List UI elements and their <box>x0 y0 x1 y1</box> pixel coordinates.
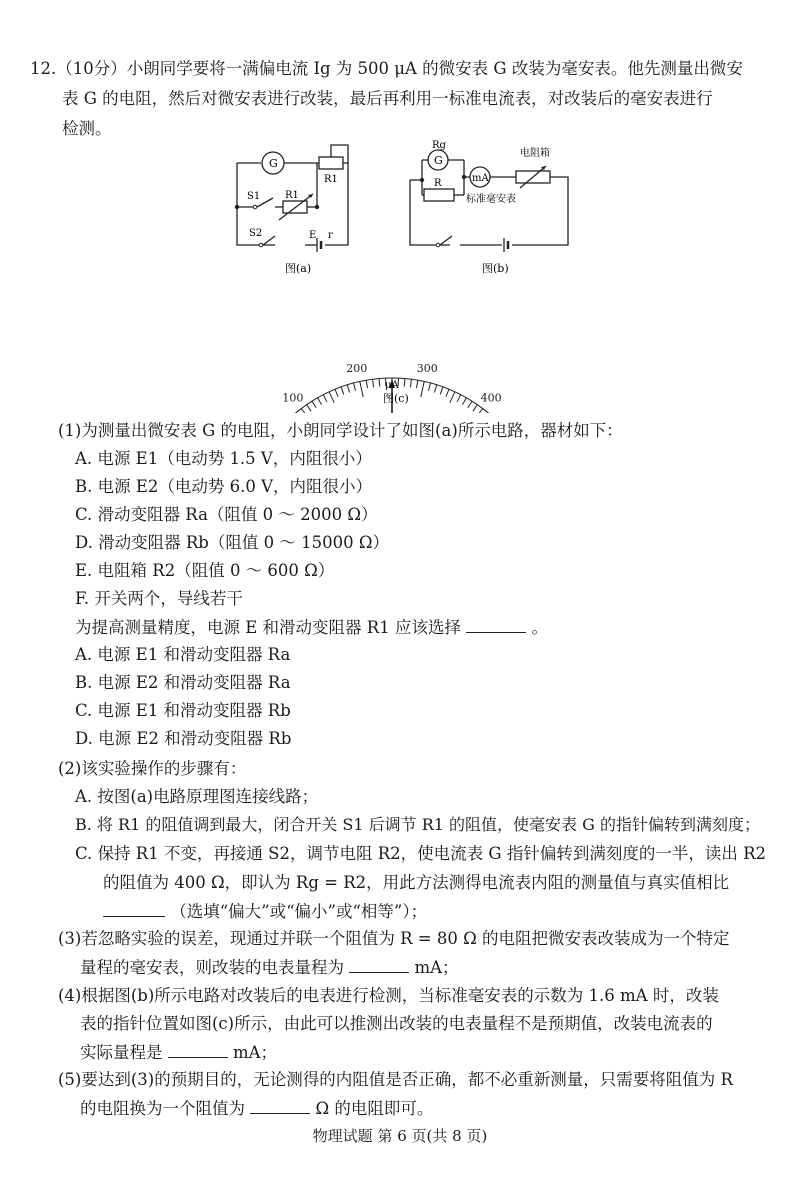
part1-option-c: C. 电源 E1 和滑动变阻器 Rb <box>75 701 291 720</box>
meter-tick-label: 200 <box>346 361 368 375</box>
meter-tick <box>341 387 344 395</box>
figure-a-label-r1-top: R1 <box>324 174 338 185</box>
figure-b-label-r: R <box>434 178 442 189</box>
figure-c-caption: 图(c) <box>383 392 409 405</box>
figure-b-label-rg: Rg <box>432 140 446 151</box>
figure-b <box>400 140 580 284</box>
part1-item-c: C. 滑动变阻器 Ra（阻值 0 ～ 2000 Ω） <box>75 505 378 524</box>
part2-answer-blank[interactable] <box>103 900 165 917</box>
circuit-b-diagram <box>400 140 580 280</box>
meter-tick <box>323 395 327 402</box>
figure-b-label-g: G <box>434 154 443 167</box>
meter-tick <box>440 387 443 395</box>
part3-question-text: 量程的毫安表，则改装的电表量程为 <box>80 958 344 977</box>
figure-a-label-r: r <box>328 230 333 241</box>
part2-step-c-line2: 的阻值为 400 Ω，即认为 Rg = R2，用此方法测得电流表内阻的测量值与真实值相比 <box>103 873 730 892</box>
part5-answer-blank[interactable] <box>250 1097 310 1114</box>
figure-a-label-s1: S1 <box>247 191 261 202</box>
meter-tick-label: 300 <box>416 361 438 375</box>
part5-question-text: 的电阻换为一个阻值为 <box>80 1099 245 1118</box>
part2-step-a: A. 按图(a)电路原理图连接线路； <box>75 787 319 806</box>
meter-unit: μA <box>385 380 399 391</box>
meter-tick <box>307 405 312 412</box>
part4-line1: (4)根据图(b)所示电路对改装后的电表进行检测，当标准毫安表的示数为 1.6 mA 时，改装 <box>58 986 719 1005</box>
meter-tick <box>410 379 411 387</box>
part2-intro: (2)该实验操作的步骤有： <box>58 759 247 778</box>
part2-step-c-line1: C. 保持 R1 不变，再接通 S2，调节电阻 R2，使电流表 G 指针偏转到满刻度的一半，读出 R2 <box>75 844 766 863</box>
part5-line2 <box>80 1097 433 1120</box>
meter-tick <box>360 381 363 397</box>
meter-tick <box>457 395 461 402</box>
meter-tick <box>366 380 367 388</box>
figure-a-caption: 图(a) <box>285 262 312 275</box>
meter-tick <box>450 392 455 403</box>
part1-answer-blank[interactable] <box>466 616 526 633</box>
meter-tick <box>329 392 334 403</box>
meter-tick <box>347 385 349 393</box>
meter-tick <box>416 380 417 388</box>
part3-line1: (3)若忽略实验的误差，现通过并联一个阻值为 R = 80 Ω 的电阻把微安表改装成为一个特定 <box>58 929 730 948</box>
figure-b-label-ma: mA <box>472 173 489 184</box>
figure-a-label-e: E <box>309 230 317 241</box>
question-stem-line-1: 12.（10分）小朗同学要将一满偏电流 Ig 为 500 μA 的微安表 G 改装为毫安表。他先测量出微安 <box>30 59 743 78</box>
part4-line3 <box>80 1041 277 1064</box>
figure-b-label-box: 电阻箱 <box>520 148 550 159</box>
meter-tick <box>468 401 472 408</box>
part3-answer-blank[interactable] <box>349 956 409 973</box>
part4-question-text: 实际量程是 <box>80 1043 163 1062</box>
meter-dial <box>250 298 540 413</box>
part3-line2 <box>80 956 459 979</box>
part1-item-d: D. 滑动变阻器 Rb（阻值 0 ～ 15000 Ω） <box>75 533 390 552</box>
meter-tick <box>421 381 424 397</box>
meter-tick <box>379 379 380 387</box>
part1-item-f: F. 开关两个，导线若干 <box>75 589 243 608</box>
meter-tick <box>428 383 430 391</box>
part1-question-end: 。 <box>531 618 548 637</box>
figure-a-label-s2: S2 <box>249 228 263 239</box>
figure-a-label-r1: R1 <box>285 190 299 201</box>
figure-a <box>225 140 375 284</box>
part1-intro: (1)为测量出微安表 G 的电阻，小朗同学设计了如图(a)所示电路，器材如下： <box>58 421 623 440</box>
part5-line1: (5)要达到(3)的预期目的，无论测得的内阻值是否正确，都不必重新测量，只需要将阻值为 R <box>58 1070 733 1089</box>
meter-tick <box>434 385 436 393</box>
part1-option-b: B. 电源 E2 和滑动变阻器 Ra <box>75 673 291 692</box>
meter-tick <box>312 401 316 408</box>
meter-tick <box>373 379 374 387</box>
meter-tick <box>318 398 322 405</box>
part1-item-e: E. 电阻箱 R2（阻值 0 ～ 600 Ω） <box>75 561 335 580</box>
meter-tick <box>462 398 466 405</box>
question-stem-line-3: 检测。 <box>62 119 112 138</box>
figure-b-caption: 图(b) <box>482 262 509 275</box>
question-stem-line-2: 表 G 的电阻，然后对微安表进行改装，最后再利用一标准电流表，对改装后的毫安表进行 <box>62 89 713 108</box>
circuit-a-diagram <box>225 140 375 280</box>
meter-tick <box>446 389 449 396</box>
figure-b-label-std: 标准毫安表 <box>466 194 516 205</box>
part5-unit: Ω 的电阻即可。 <box>315 1099 434 1118</box>
meter-tick-label: 100 <box>282 391 304 405</box>
part2-step-c-choices: （选填“偏大”或“偏小”或“相等”）； <box>170 902 428 921</box>
part1-item-a: A. 电源 E1（电动势 1.5 V，内阻很小） <box>75 449 372 468</box>
meter-tick-label: 400 <box>480 391 502 405</box>
part2-step-b: B. 将 R1 的阻值调到最大，闭合开关 S1 后调节 R1 的阻值，使毫安表 G 的指针偏转到满刻度； <box>75 815 760 834</box>
figure-a-label-g: G <box>269 157 278 170</box>
page-footer: 物理试题 第 6 页(共 8 页) <box>312 1127 488 1145</box>
part1-item-b: B. 电源 E2（电动势 6.0 V，内阻很小） <box>75 477 373 496</box>
meter-tick <box>404 379 405 387</box>
part1-question <box>75 616 548 639</box>
part4-line2: 表的指针位置如图(c)所示，由此可以推测出改装的电表量程不是预期值，改装电流表的 <box>80 1014 713 1033</box>
meter-tick <box>335 389 338 396</box>
part4-unit: mA； <box>233 1043 278 1062</box>
meter-tick <box>473 405 478 412</box>
part4-answer-blank[interactable] <box>168 1041 228 1058</box>
part1-question-text: 为提高测量精度，电源 E 和滑动变阻器 R1 应该选择 <box>75 618 461 637</box>
part1-option-a: A. 电源 E1 和滑动变阻器 Ra <box>75 645 291 664</box>
meter-tick <box>353 383 355 391</box>
part3-unit: mA； <box>414 958 459 977</box>
figure-c <box>250 298 540 417</box>
part2-step-c-line3 <box>103 900 427 923</box>
part1-option-d: D. 电源 E2 和滑动变阻器 Rb <box>75 729 292 748</box>
